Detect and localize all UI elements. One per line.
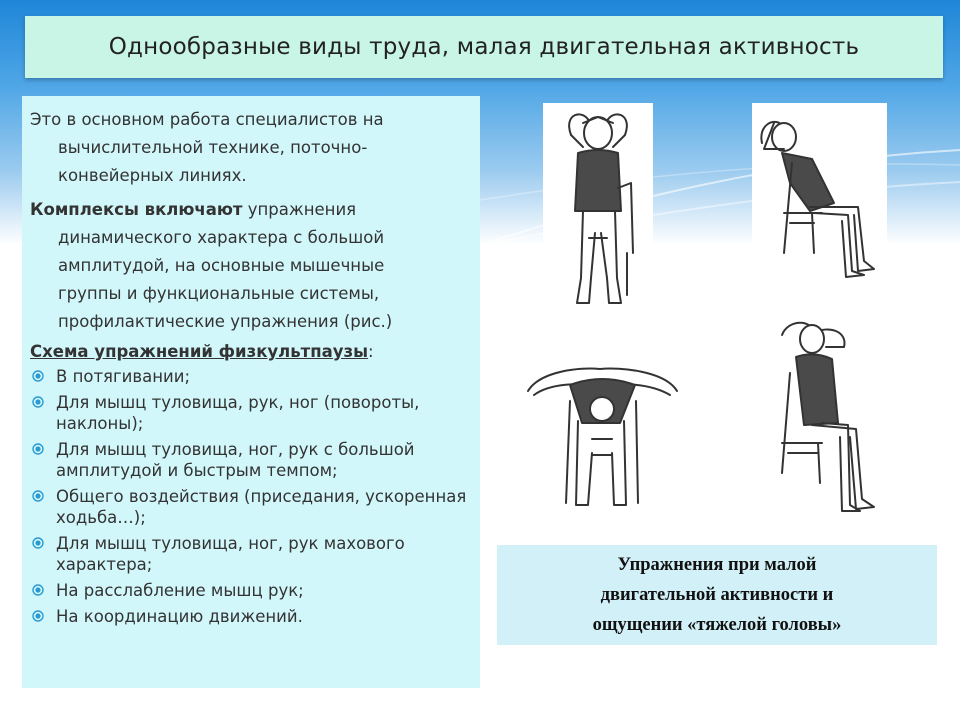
complexes-paragraph <box>30 196 472 336</box>
circle-bullet-icon <box>32 490 44 502</box>
circle-bullet-icon <box>32 396 44 408</box>
scheme-colon: : <box>368 342 374 361</box>
complexes-line-2: динамического характера с большой <box>58 228 385 247</box>
list-item-text: На координацию движений. <box>56 607 303 626</box>
slide-title: Однообразные виды труда, малая двигательная активность <box>108 34 860 60</box>
intro-paragraph <box>30 106 472 190</box>
complexes-line-3: амплитудой, на основные мышечные <box>58 256 385 275</box>
list-item <box>30 439 472 481</box>
circle-bullet-icon <box>32 584 44 596</box>
list-item-text: Для мышц туловища, ног, рук с большой амплитудой и быстрым темпом; <box>56 440 415 480</box>
complexes-line-4: группы и функциональные системы, <box>58 284 380 303</box>
complexes-first-rest: упражнения <box>242 200 357 219</box>
caption-text <box>593 550 842 640</box>
list-item <box>30 606 472 627</box>
list-item-text: Для мышц туловища, рук, ног (повороты, наклоны); <box>56 393 420 433</box>
figure-bending-forward <box>520 343 685 513</box>
intro-line-1: Это в основном работа специалистов на <box>30 110 384 129</box>
list-item <box>30 366 472 387</box>
figure-twisting-torso <box>752 313 882 523</box>
circle-bullet-icon <box>32 443 44 455</box>
title-banner <box>25 16 943 78</box>
caption-line-1: Упражнения при малой <box>617 555 817 575</box>
list-item-text: Общего воздействия (приседания, ускоренная ходьба…); <box>56 487 467 527</box>
figure-caption <box>497 545 937 645</box>
scheme-heading <box>30 340 472 364</box>
circle-bullet-icon <box>32 370 44 382</box>
list-item <box>30 486 472 528</box>
circle-bullet-icon <box>32 610 44 622</box>
list-item <box>30 580 472 601</box>
intro-line-3: конвейерных линиях. <box>58 166 247 185</box>
intro-line-2: вычислительной технике, поточно- <box>58 138 368 157</box>
complexes-line-1 <box>30 196 472 224</box>
text-panel <box>22 96 480 688</box>
complexes-line-5: профилактические упражнения (рис.) <box>58 312 393 331</box>
scheme-heading-text: Схема упражнений физкультпаузы <box>30 342 369 361</box>
list-item <box>30 392 472 434</box>
circle-bullet-icon <box>32 537 44 549</box>
caption-line-3: ощущении «тяжелой головы» <box>592 615 842 635</box>
list-item-text: Для мышц туловища, ног, рук махового характера; <box>56 534 405 574</box>
caption-line-2: двигательной активности и <box>600 585 834 605</box>
complexes-bold: Комплексы включают <box>30 200 243 219</box>
list-item-text: В потягивании; <box>56 367 191 386</box>
figure-leaning-back-on-chair <box>752 103 887 293</box>
figure-stretching-hands-behind-head <box>543 103 653 313</box>
list-item <box>30 533 472 575</box>
list-item-text: На расслабление мышц рук; <box>56 581 304 600</box>
exercise-list <box>30 366 472 627</box>
